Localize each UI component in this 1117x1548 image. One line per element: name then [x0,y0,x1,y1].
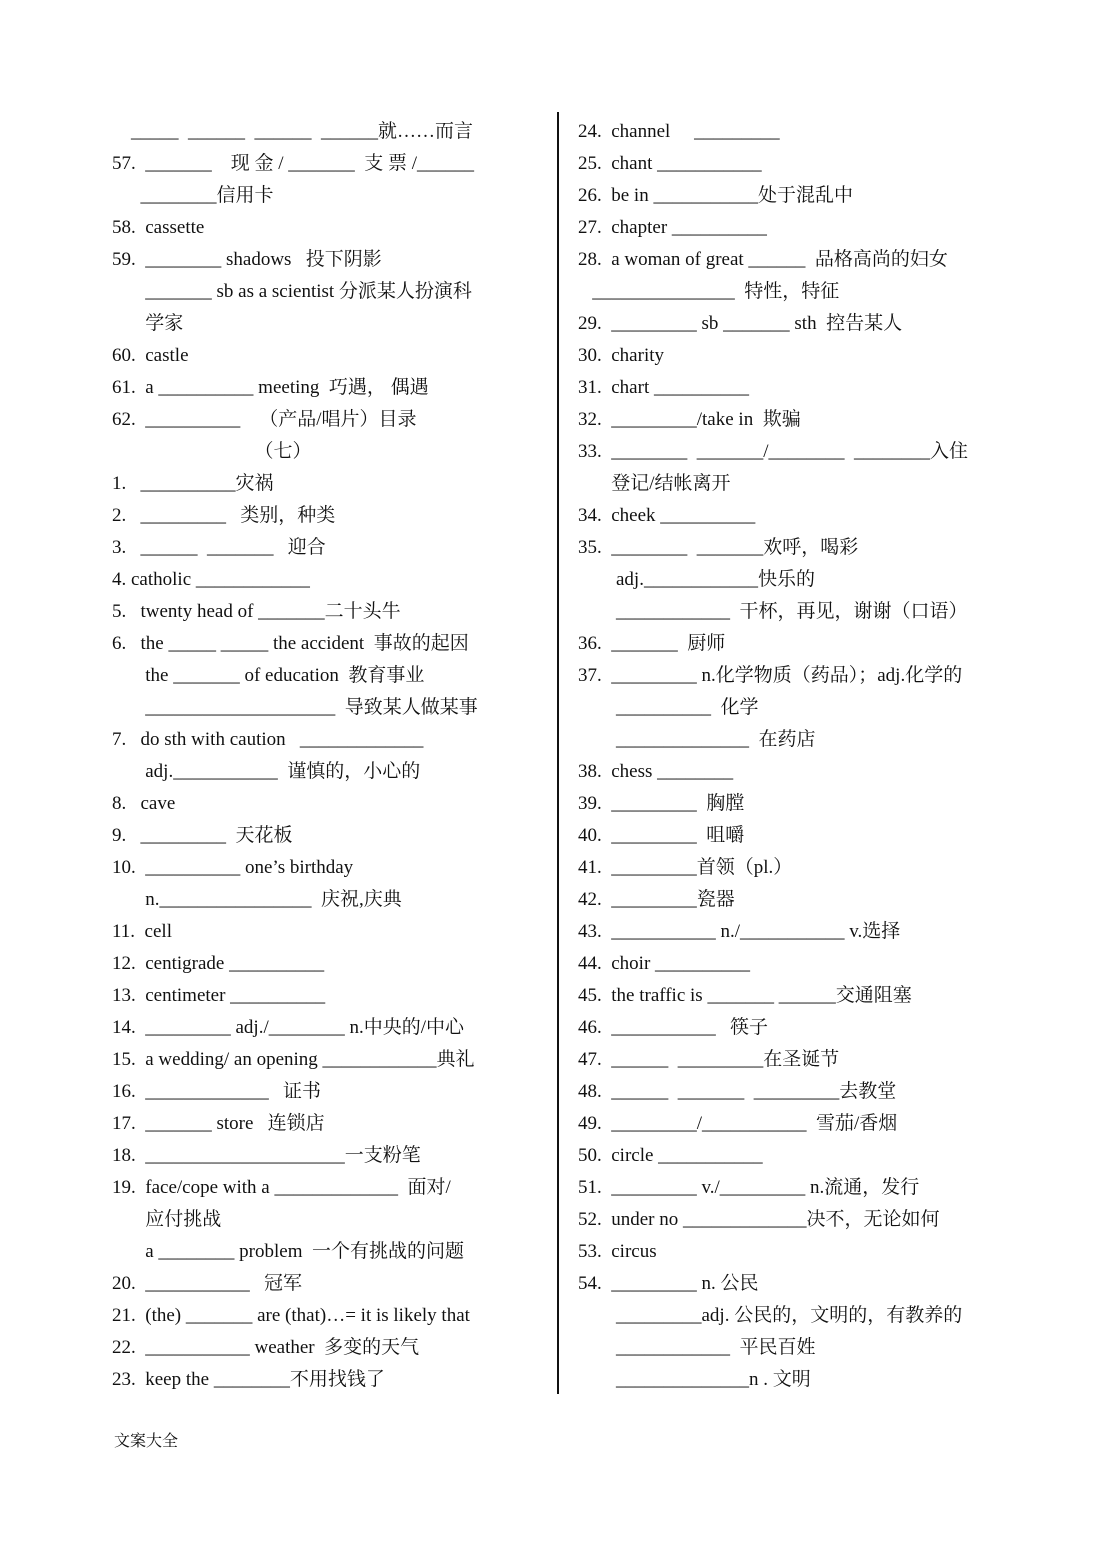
vocab-line: 15. a wedding/ an opening ____________典礼 [112,1049,475,1070]
vocab-line: ____________ 平民百姓 [578,1337,816,1358]
vocab-line: 11. cell [112,921,172,942]
vocab-line: 43. ___________ n./___________ v.选择 [578,921,901,942]
right-column [578,116,1008,1396]
vocab-line: 38. chess ________ [578,761,734,782]
vocab-line: 50. circle ___________ [578,1145,763,1166]
vocab-line: 登记/结帐离开 [578,473,731,494]
vocab-line: 19. face/cope with a _____________ 面对/ [112,1177,451,1198]
vocab-line: 学家 [112,313,184,334]
vocab-line: 3. ______ _______ 迎合 [112,537,326,558]
vocab-line: 6. the _____ _____ the accident 事故的起因 [112,633,469,654]
vocab-line: 16. _____________ 证书 [112,1081,322,1102]
vocab-line: 18. _____________________一支粉笔 [112,1145,421,1166]
vocab-line: 39. _________ 胸膛 [578,793,745,814]
vocab-line: 23. keep the ________不用找钱了 [112,1369,385,1390]
vocab-line: 22. ___________ weather 多变的天气 [112,1337,420,1358]
vocab-line: 40. _________ 咀嚼 [578,825,745,846]
vocab-line: 46. ___________ 筷子 [578,1017,769,1038]
vocab-line: 5. twenty head of _______二十头牛 [112,601,401,622]
vocab-line: 2. _________ 类别，种类 [112,505,336,526]
vocab-line: ______________ 在药店 [578,729,816,750]
vocab-line: 45. the traffic is _______ ______交通阻塞 [578,985,912,1006]
vocab-line: 51. _________ v./_________ n.流通，发行 [578,1177,920,1198]
vocab-line: 37. _________ n.化学物质（药品）；adj.化学的 [578,665,963,686]
vocab-line: 26. be in ___________处于混乱中 [578,185,853,206]
vocab-line: 60. castle [112,345,189,366]
vocab-line: ________信用卡 [112,185,274,206]
vocab-line: 9. _________ 天花板 [112,825,293,846]
vocab-line: 62. __________ （产品/唱片）目录 [112,409,417,430]
vocab-line: 29. _________ sb _______ sth 控告某人 [578,313,903,334]
vocab-line: 31. chart __________ [578,377,749,398]
vocab-line: 14. _________ adj./________ n.中央的/中心 [112,1017,465,1038]
vocab-line: 44. choir __________ [578,953,751,974]
vocab-line: __________ 化学 [578,697,759,718]
vocab-line: 28. a woman of great ______ 品格高尚的妇女 [578,249,948,270]
vocab-line: 57. _______ 现 金 / _______ 支 票 /______ [112,153,475,174]
vocab-line: 54. _________ n. 公民 [578,1273,759,1294]
vocab-line: adj.____________快乐的 [578,569,815,590]
vocab-line: 42. _________瓷器 [578,889,735,910]
vocab-line: 58. cassette [112,217,205,238]
vocab-line: ______________n . 文明 [578,1369,811,1390]
vocab-line: 35. ________ _______欢呼，喝彩 [578,537,859,558]
vocab-line: 8. cave [112,793,176,814]
vocab-line: 13. centimeter __________ [112,985,326,1006]
vocab-line: a ________ problem 一个有挑战的问题 [112,1241,465,1262]
vocab-line: ____________________ 导致某人做某事 [112,697,478,718]
vocab-line: n.________________ 庆祝,庆典 [112,889,402,910]
vocab-line: 25. chant ___________ [578,153,762,174]
vocab-line: 21. (the) _______ are (that)…= it is likely that [112,1305,470,1326]
vocab-line: _______ sb as a scientist 分派某人扮演科 [112,281,472,302]
vocab-line: 17. _______ store 连锁店 [112,1113,325,1134]
vocab-line: 24. channel _________ [578,121,780,142]
page-footer: 文案大全 [114,1431,179,1450]
vocab-line: 36. _______ 厨师 [578,633,726,654]
vocab-line: 47. ______ _________在圣诞节 [578,1049,840,1070]
column-divider [557,112,559,1394]
vocab-line: 53. circus [578,1241,657,1262]
vocab-line: 59. ________ shadows 投下阴影 [112,249,382,270]
vocab-line: adj.___________ 谨慎的，小心的 [112,761,421,782]
vocab-line: 48. ______ _______ _________去教堂 [578,1081,897,1102]
vocab-line: 41. _________首领（pl.） [578,857,793,878]
vocab-line: the _______ of education 教育事业 [112,665,425,686]
vocab-line: 61. a __________ meeting 巧遇， 偶遇 [112,377,429,398]
vocab-line: 34. cheek __________ [578,505,756,526]
vocab-line: （七） [112,441,312,462]
vocab-line: _____ ______ ______ ______就……而言 [112,121,474,142]
vocab-line: _______________ 特性，特征 [578,281,840,302]
vocab-line: 应付挑战 [112,1209,222,1230]
vocab-line: 20. ___________ 冠军 [112,1273,303,1294]
vocab-line: 7. do sth with caution _____________ [112,729,424,750]
vocab-line: 33. ________ _______/________ ________入住 [578,441,969,462]
vocab-line: _________adj. 公民的，文明的，有教养的 [578,1305,963,1326]
vocab-line: 4. catholic ____________ [112,569,310,590]
vocab-line: 12. centigrade __________ [112,953,325,974]
left-column [112,116,548,1396]
vocab-line: 32. _________/take in 欺骗 [578,409,801,430]
vocab-line: 1. __________灾祸 [112,473,274,494]
vocab-line: 49. _________/___________ 雪茄/香烟 [578,1113,898,1134]
vocab-line: 52. under no _____________决不，无论如何 [578,1209,940,1230]
vocab-line: 10. __________ one’s birthday [112,857,354,878]
vocab-line: 30. charity [578,345,665,366]
vocab-line: 27. chapter __________ [578,217,767,238]
vocab-line: ____________ 干杯，再见，谢谢（口语） [578,601,968,622]
